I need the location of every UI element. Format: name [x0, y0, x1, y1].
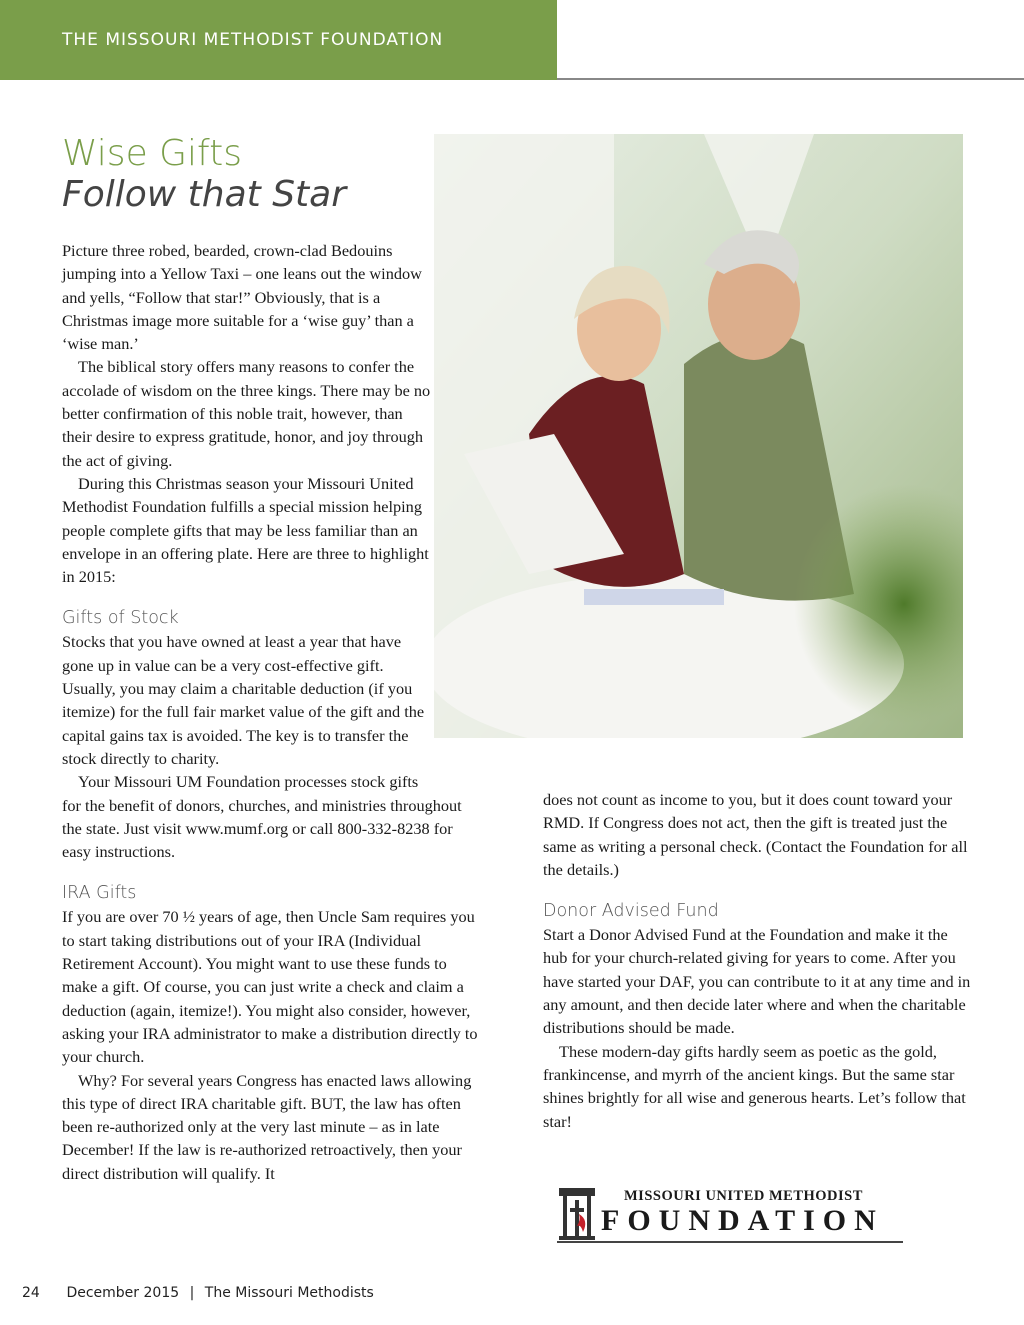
right-column	[543, 788, 973, 1133]
intro-paragraph-3: During this Christmas season your Missouri United Methodist Foundation fulfills a special mission helping people complete gifts that may be less familiar than an envelope in an offering plate. Here are three to highlight in 2015:	[62, 473, 429, 587]
header-band	[0, 0, 557, 80]
stock-paragraph-1: Stocks that you have owned at least a year that have gone up in value can be a very cost-effective gift. Usually, you may claim a charitable deduction (if you itemize) for the full fair market value of the gift and the capital gains tax is avoided. The key is to transfer the stock directly to charity.	[62, 632, 425, 768]
footer-date: December 2015	[66, 1285, 180, 1301]
cross-flame-icon	[557, 1186, 597, 1242]
logo-main-word: FOUNDATION	[601, 1204, 884, 1237]
section-heading-daf: Donor Advised Fund	[543, 901, 719, 922]
continued-paragraph: does not count as income to you, but it does count toward your RMD. If Congress does not act, then the gift is treated just the same as writing a personal check. (Contact the Foundation for all the details.)	[543, 790, 968, 879]
left-column	[62, 239, 482, 1185]
foundation-logo	[557, 1186, 903, 1246]
header-rule	[557, 78, 1024, 80]
ira-paragraph-1: If you are over 70 ½ years of age, then Uncle Sam requires you to start taking distributions out of your IRA (Individual Retirement Account). You might want to use these funds to make a gift. Of course, you can just write a check and claim a deduction (again, itemize!). You might also consider, however, asking your IRA administrator to make a distribution directly to your church.	[62, 907, 478, 1067]
couple-photo-illustration	[434, 134, 963, 738]
footer-publication: The Missouri Methodists	[204, 1285, 374, 1301]
article-subtitle: Follow that Star	[62, 174, 347, 215]
logo-rule	[557, 1241, 903, 1243]
daf-paragraph-1: Start a Donor Advised Fund at the Foundation and make it the hub for your church-related giving for years to come. After you have started your DAF, you can contribute to it at any time and in any amount, and then decide later where and when the charitable distributions should be made.	[543, 925, 971, 1038]
intro-paragraph-2: The biblical story offers many reasons to confer the accolade of wisdom on the three kings. There may be no better confirmation of this noble trait, however, than their desire to express gratitude, honor, and joy through the act of giving.	[62, 357, 431, 470]
article-title: Wise Gifts	[62, 133, 242, 174]
couple-photo	[434, 134, 963, 738]
section-heading-stock: Gifts of Stock	[62, 608, 179, 629]
section-heading-ira: IRA Gifts	[62, 883, 137, 904]
ira-paragraph-2: Why? For several years Congress has enacted laws allowing this type of direct IRA charitable gift. BUT, the law has often been re-authorized only at the very last minute – as in late December! If the law is re-authorized retroactively, then your direct distribution will qualify. It	[62, 1070, 472, 1183]
page-footer	[22, 1285, 374, 1301]
logo-top-line: MISSOURI UNITED METHODIST	[624, 1188, 863, 1204]
footer-separator: |	[189, 1285, 195, 1301]
stock-paragraph-2: Your Missouri UM Foundation processes stock gifts for the benefit of donors, churches, and ministries throughout the state. Just visit www.mumf.org or call 800-332-8238 for easy instructions.	[62, 772, 462, 862]
page-number: 24	[22, 1285, 40, 1301]
daf-paragraph-2: These modern-day gifts hardly seem as poetic as the gold, frankincense, and myrrh of the ancient kings. But the same star shines brightly for all wise and generous hearts. Let’s follow that star!	[543, 1041, 966, 1131]
intro-paragraph-1: Picture three robed, bearded, crown-clad Bedouins jumping into a Yellow Taxi – one leans out the window and yells, “Follow that star!” Obviously, that is a Christmas image more suitable for a ‘wise guy’ than a ‘wise man.’	[62, 241, 422, 354]
organization-name: THE MISSOURI METHODIST FOUNDATION	[62, 30, 444, 50]
